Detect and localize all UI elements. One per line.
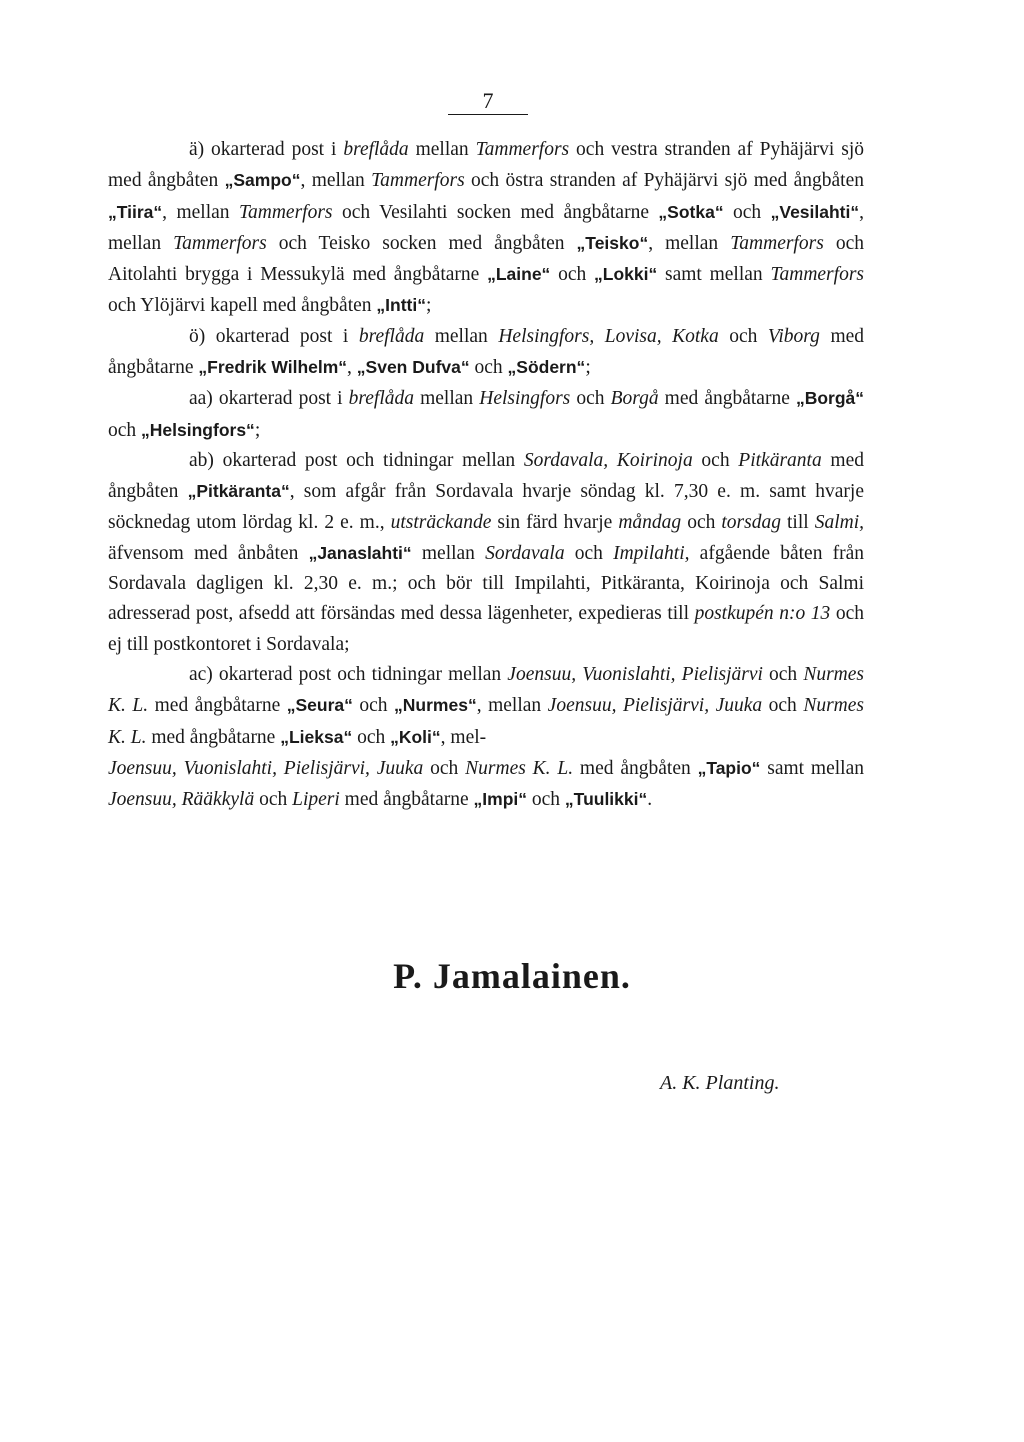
paragraph-p-a-umlaut	[108, 135, 864, 322]
italic-term: Tammerfors	[770, 264, 864, 286]
signature: P. Jamalainen.	[393, 956, 631, 996]
text-run: ;	[425, 295, 432, 317]
text-run: mellan	[424, 325, 499, 347]
italic-term: breflåda	[358, 325, 425, 347]
text-run: med ångbåten	[108, 449, 864, 503]
ship-name: „Borgå“	[795, 388, 864, 409]
italic-term: Joensuu, Rääkkylä	[108, 789, 255, 811]
italic-term: Pitkäranta	[738, 449, 822, 471]
italic-term: postkupén n:o 13	[694, 603, 831, 625]
text-run: sin färd hvarje	[491, 511, 619, 533]
text-run: ;	[254, 419, 261, 441]
italic-term: Viborg	[767, 325, 820, 347]
text-run: , mellan	[300, 170, 372, 192]
paragraph-p-o-umlaut	[108, 322, 864, 384]
text-run: ;	[585, 357, 591, 379]
text-run: och	[692, 449, 739, 471]
text-run: med ångbåten	[573, 757, 698, 779]
italic-term: Tammerfors	[173, 232, 267, 254]
ship-name: „Lieksa“	[280, 726, 353, 747]
text-run: ä) okarterad post i	[189, 139, 344, 160]
italic-term: Salmi,	[814, 511, 865, 533]
ship-name: „Seura“	[286, 695, 353, 716]
ship-name: „Pitkäranta“	[187, 481, 290, 502]
text-run: och Aitolahti brygga i Messukylä med ångbåtarne	[108, 232, 864, 286]
text-run: ,	[347, 357, 357, 379]
printer-credit: A. K. Planting.	[660, 1072, 780, 1094]
italic-term: Tammerfors	[730, 232, 824, 254]
text-run: , mellan	[162, 201, 239, 223]
text-run: och Vesilahti socken med ångbåtarne	[332, 201, 659, 223]
italic-term: Nurmes K. L.	[108, 695, 864, 748]
italic-term: torsdag	[721, 511, 781, 533]
ship-name: „Tapio“	[697, 757, 761, 778]
italic-term: Borgå	[610, 388, 659, 410]
italic-term: Helsingfors	[479, 388, 571, 410]
ship-name: „Helsingfors“	[141, 419, 255, 440]
text-run: och	[564, 542, 614, 564]
paragraph-p-ac	[108, 660, 864, 815]
italic-term: utsträckande	[390, 511, 492, 533]
ship-name: „Sotka“	[658, 201, 724, 222]
text-run: och	[352, 726, 391, 748]
text-run: med ångbåtarne	[146, 726, 281, 748]
text-run: och Teisko socken med ångbåten	[266, 232, 577, 254]
text-run: och	[550, 264, 595, 286]
text-run: aa) okarterad post i	[189, 388, 349, 410]
text-run: och	[681, 511, 722, 533]
text-run: med ångbåtarne	[148, 695, 287, 717]
ship-name: „Laine“	[487, 264, 551, 285]
ship-name: „Lokki“	[594, 264, 658, 285]
text-run: och	[108, 419, 142, 441]
text-run: mellan	[411, 542, 486, 564]
italic-term: Sordavala, Koirinoja	[523, 449, 693, 471]
text-run: till	[780, 511, 815, 533]
text-run: samt mellan	[657, 264, 771, 286]
text-run: mellan	[414, 388, 480, 410]
italic-term: Tammerfors	[238, 201, 333, 223]
italic-term: Sordavala	[485, 542, 565, 564]
text-run: afgående båten från Sordavala dagligen kl. 2,30 e. m.; och bör till Impilahti, Pitkäranta, Koirinoja och Salmi adresserad post, afsedd att försändas med dessa lägenheter, expedieras till	[108, 542, 865, 625]
text-run: och Ylöjärvi kapell med ångbåten	[108, 295, 377, 317]
italic-term: Liperi	[292, 789, 340, 811]
ship-name: „Södern“	[507, 357, 586, 378]
ship-name: „Fredrik Wilhelm“	[198, 357, 348, 378]
ship-name: „Koli“	[390, 726, 441, 747]
text-run: , mellan	[476, 695, 548, 717]
text-run: och ej till postkontoret i Sordavala;	[108, 603, 865, 655]
italic-term: Nurmes K. L.	[108, 664, 864, 717]
text-run: , mellan	[108, 201, 864, 254]
ship-name: „Tuulikki“	[564, 789, 648, 810]
text-run: med ångbåtarne	[339, 789, 474, 811]
italic-term: Joensuu, Vuonislahti, Pielisjärvi	[507, 664, 763, 686]
text-run: ac) okarterad post och tidningar mellan	[189, 664, 508, 686]
italic-term: Joensuu, Vuonislahti, Pielisjärvi, Juuka	[108, 757, 424, 779]
text-run: och	[570, 388, 611, 410]
text-run: .	[647, 789, 653, 811]
italic-term: Tammerfors	[475, 139, 570, 160]
ship-name: „Impi“	[473, 789, 528, 810]
ship-name: „Teisko“	[576, 232, 649, 253]
page-number-rule	[448, 114, 528, 115]
text-run: och	[423, 757, 466, 779]
italic-term: Joensuu, Pielisjärvi, Juuka	[547, 695, 763, 717]
italic-term: Impilahti,	[613, 542, 690, 564]
ship-name: „Janaslahti“	[308, 542, 412, 563]
text-run: och	[352, 695, 395, 717]
paragraph-p-aa	[108, 383, 864, 446]
text-run: och	[762, 695, 804, 717]
ship-name: „Sven Dufva“	[356, 357, 470, 378]
page-number: 7	[482, 88, 494, 113]
text-run: och	[718, 325, 768, 347]
ship-name: „Sampo“	[224, 170, 301, 191]
text-run: och	[723, 201, 771, 223]
italic-term: måndag	[618, 511, 682, 533]
italic-term: breflåda	[343, 139, 409, 160]
text-run: och östra stranden af Pyhäjärvi sjö med ångbåten	[464, 170, 864, 192]
paragraph-p-ab	[108, 446, 864, 660]
text-run: och	[762, 664, 804, 686]
text-run: äfvensom med ånbåten	[108, 542, 309, 564]
text-run: och vestra stranden af Pyhäjärvi sjö med ångbåten	[108, 139, 864, 192]
text-run: med ångbåtarne	[108, 325, 865, 379]
text-run: , mellan	[648, 232, 731, 254]
text-run: samt mellan	[760, 757, 864, 779]
text-run: ö) okarterad post i	[189, 325, 359, 347]
text-run: och	[254, 789, 293, 811]
text-run: mellan	[408, 139, 476, 160]
ship-name: „Vesilahti“	[770, 201, 860, 222]
body-text	[108, 135, 864, 816]
ship-name: „Tiira“	[108, 201, 163, 222]
italic-term: Nurmes K. L.	[465, 757, 574, 779]
italic-term: breflåda	[348, 388, 415, 410]
text-run: och	[527, 789, 565, 811]
text-run: ab) okarterad post och tidningar mellan	[189, 449, 524, 471]
text-run: , som afgår från Sordavala hvarje söndag kl. 7,30 e. m. samt hvarje söcknedag utom lördag kl. 2 e. m.,	[108, 481, 864, 533]
ship-name: „Nurmes“	[394, 695, 477, 716]
italic-term: Tammerfors	[371, 170, 465, 192]
text-run: med ångbåtarne	[658, 388, 796, 410]
text-run: , mel-	[440, 726, 487, 748]
text-run: och	[469, 357, 508, 379]
italic-term: Helsingfors, Lovisa, Kotka	[498, 325, 719, 347]
ship-name: „Intti“	[376, 295, 426, 316]
